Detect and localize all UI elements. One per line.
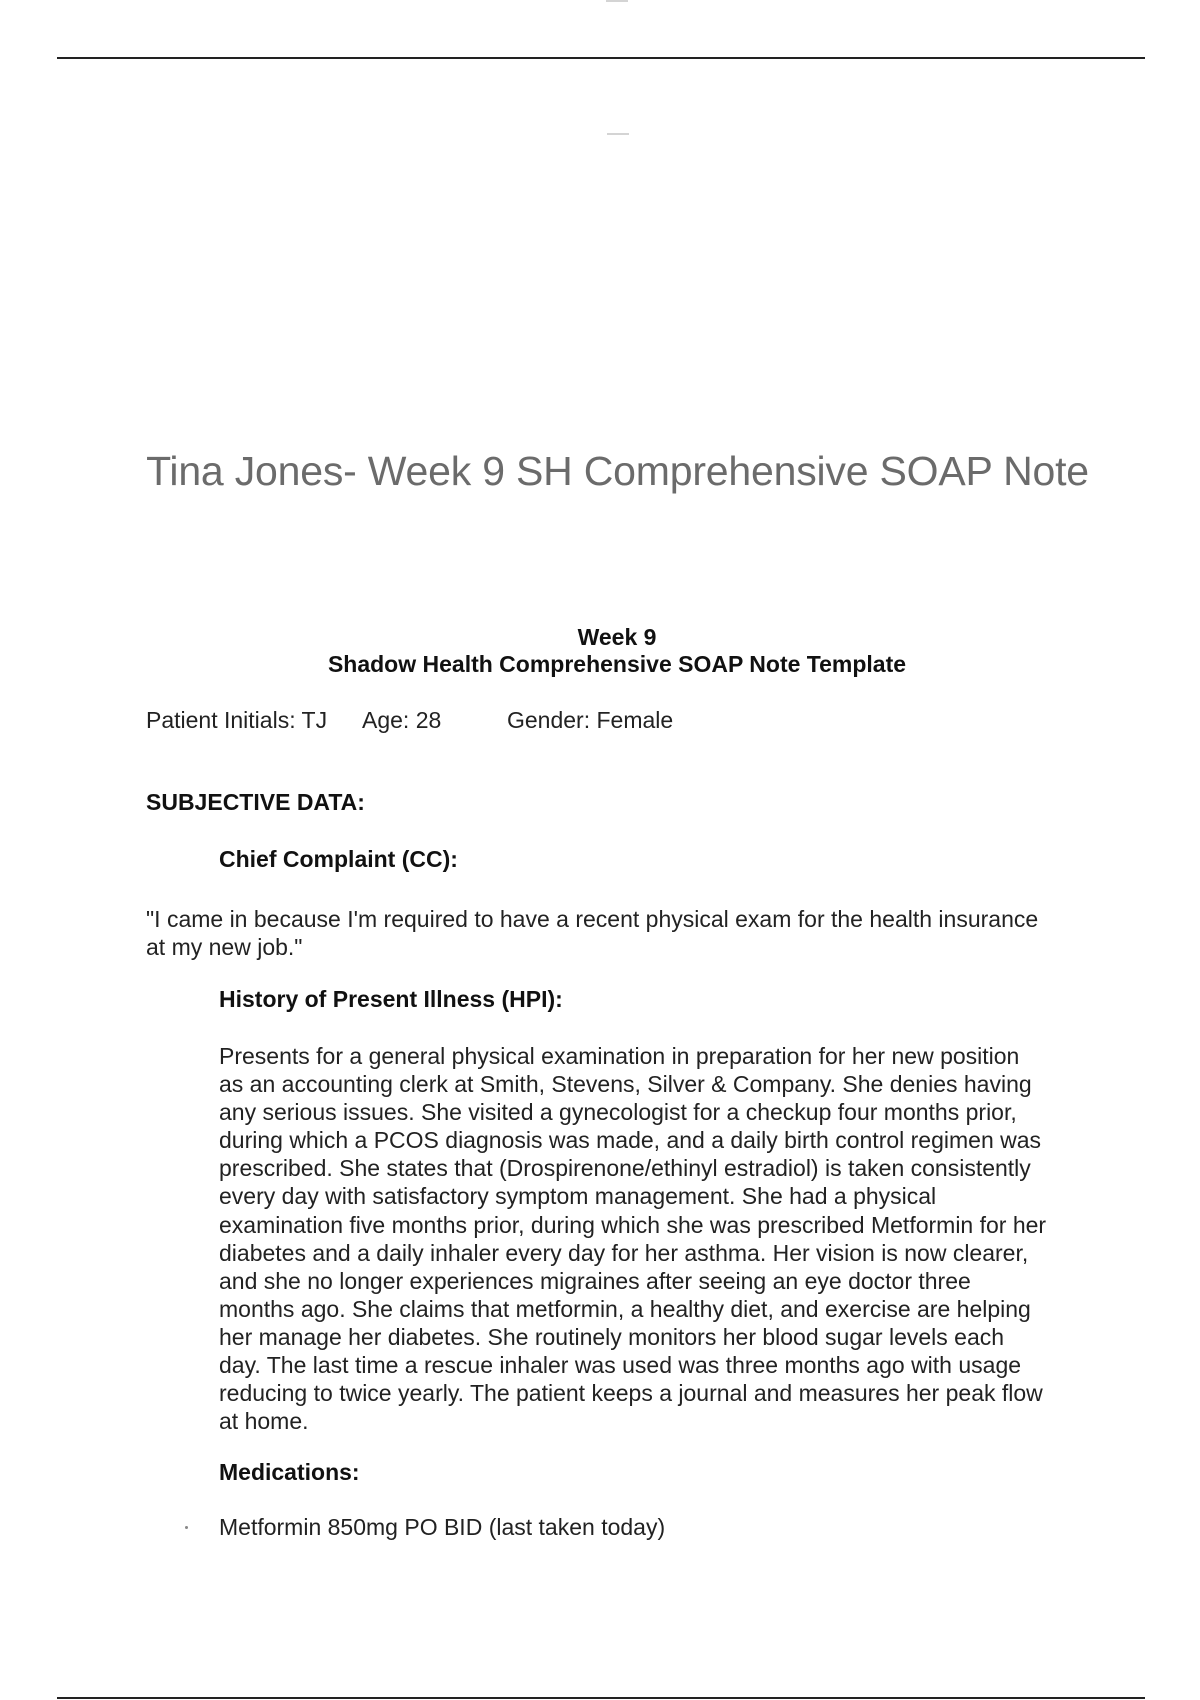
hpi-line: day. The last time a rescue inhaler was used was three months ago with usage	[219, 1352, 1022, 1379]
chief-complaint-heading: Chief Complaint (CC):	[219, 846, 458, 872]
page-top-mark	[606, 0, 628, 2]
medication-item	[146, 1514, 665, 1541]
medications-list	[146, 1514, 665, 1541]
hpi-line: every day with satisfactory symptom management. She had a physical	[219, 1183, 937, 1210]
hpi-line: Presents for a general physical examination in preparation for her new position	[219, 1043, 1020, 1069]
hpi-line: her manage her diabetes. She routinely monitors her blood sugar levels each	[219, 1323, 1005, 1350]
document-title: Tina Jones- Week 9 SH Comprehensive SOAP Note	[146, 448, 1089, 494]
hpi-line: reducing to twice yearly. The patient keeps a journal and measures her peak flow	[219, 1380, 1043, 1407]
template-name: Shadow Health Comprehensive SOAP Note Template	[327, 651, 907, 677]
patient-initials: Patient Initials: TJ	[146, 707, 328, 733]
top-page-divider	[57, 57, 1145, 59]
hpi-heading: History of Present Illness (HPI):	[219, 986, 563, 1012]
hpi-line: months ago. She claims that metformin, a healthy diet, and exercise are helping	[219, 1295, 1031, 1322]
medication-text: Metformin 850mg PO BID (last taken today)	[219, 1514, 666, 1540]
cc-line: at my new job."	[146, 934, 303, 960]
patient-info	[146, 707, 673, 734]
cc-line: "I came in because I'm required to have a recent physical exam for the health insurance	[146, 906, 1039, 932]
medications-heading: Medications:	[219, 1459, 360, 1485]
hpi-line: and she no longer experiences migraines after seeing an eye doctor three	[219, 1267, 971, 1294]
hpi-line: any serious issues. She visited a gynecologist for a checkup four months prior,	[219, 1099, 1017, 1126]
patient-gender: Gender: Female	[507, 707, 674, 733]
hpi-line: examination five months prior, during which she was prescribed Metformin for her	[219, 1211, 1047, 1238]
hpi-paragraph	[219, 1042, 1099, 1435]
template-header	[313, 624, 921, 678]
patient-age: Age: 28	[362, 707, 442, 733]
hpi-line: diabetes and a daily inhaler every day for her asthma. Her vision is now clearer,	[219, 1239, 1029, 1266]
bottom-page-divider	[57, 1697, 1145, 1699]
hpi-line: prescribed. She states that (Drospirenone/ethinyl estradiol) is taken consistently	[219, 1155, 1031, 1182]
subjective-data-heading: SUBJECTIVE DATA:	[146, 789, 365, 815]
hpi-line: as an accounting clerk at Smith, Stevens, Silver & Company. She denies having	[219, 1071, 1032, 1098]
bullet-icon	[185, 1526, 188, 1529]
chief-complaint-text	[146, 905, 1086, 961]
hpi-line: at home.	[219, 1408, 309, 1435]
page-header-mark	[607, 133, 629, 135]
hpi-line: during which a PCOS diagnosis was made, and a daily birth control regimen was	[219, 1127, 1042, 1154]
week-label: Week 9	[577, 624, 657, 650]
